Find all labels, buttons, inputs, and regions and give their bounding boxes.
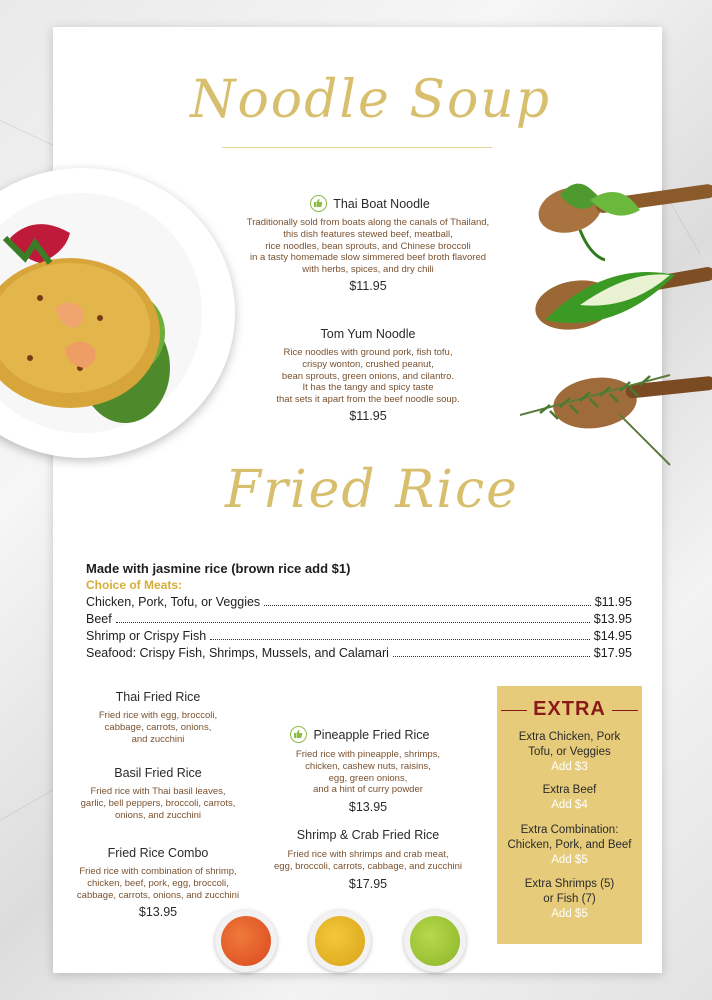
thai-fried-rice-description: Fried rice with egg, broccoli, cabbage, carrots, onions, and zucchini xyxy=(98,710,218,745)
yellow-curry-sauce-bowl-image xyxy=(309,910,371,972)
fried-rice-combo-name: Fried Rice Combo xyxy=(107,846,209,860)
extra-item xyxy=(499,877,640,922)
extra-item-name: Extra Chicken, Pork Tofu, or Veggies xyxy=(518,731,621,758)
extra-item-price: Add $4 xyxy=(551,799,588,811)
fried-rice-intro: Made with jasmine rice (brown rice add $1) xyxy=(86,561,351,576)
shrimp-crab-fried-rice-name: Shrimp & Crab Fried Rice xyxy=(296,828,440,842)
pineapple-fried-rice-name xyxy=(260,727,460,744)
extra-rule-right xyxy=(612,710,638,711)
tom-yum-noodle-description: Rice noodles with ground pork, fish tofu, crispy wonton, crushed peanut, bean sprouts, green onions, and cilantro. It has the tangy and spicy taste that sets it apart from the beef noodle soup. xyxy=(276,347,460,406)
tom-yum-noodle-name: Tom Yum Noodle xyxy=(320,327,416,341)
title-flourish xyxy=(222,147,492,148)
basil-fried-rice-description: Fried rice with Thai basil leaves, garlic, bell peppers, broccoli, carrots, onions, and zucchini xyxy=(80,786,236,821)
meat-price-row xyxy=(86,595,632,612)
thai-boat-noodle-description: Traditionally sold from boats along the canals of Thailand, this dish features stewed beef, meatball, rice noodles, bean sprouts, and Chinese broccoli in a tasty homemade slow simmered beef broth flavored with herbs, spices, and dry chili xyxy=(246,217,490,276)
meat-name: Chicken, Pork, Tofu, or Veggies xyxy=(86,595,261,609)
pineapple-fried-rice-label: Pineapple Fried Rice xyxy=(313,727,430,742)
extra-item xyxy=(499,823,640,868)
thumbs-up-icon xyxy=(290,726,307,743)
fried-rice-plate-image xyxy=(0,168,235,458)
extra-item-price: Add $3 xyxy=(551,761,588,773)
meat-price: $14.95 xyxy=(593,629,632,643)
thai-boat-noodle-label: Thai Boat Noodle xyxy=(333,196,430,211)
extra-item xyxy=(499,730,640,775)
meat-price: $13.95 xyxy=(593,612,632,626)
fried-rice-combo-price: $13.95 xyxy=(138,905,178,919)
dot-leader xyxy=(116,622,590,623)
extra-item xyxy=(499,783,640,813)
thai-fried-rice-name: Thai Fried Rice xyxy=(115,690,201,704)
shrimp-crab-fried-rice-price: $17.95 xyxy=(348,877,388,891)
meat-price-row xyxy=(86,612,632,629)
meat-name: Seafood: Crispy Fish, Shrimps, Mussels, and Calamari xyxy=(86,646,389,660)
meat-price-row xyxy=(86,646,632,663)
meat-price: $11.95 xyxy=(594,595,632,609)
tom-yum-noodle-price: $11.95 xyxy=(349,409,387,423)
extra-item-name: Extra Combination: Chicken, Pork, and Beef xyxy=(507,824,632,851)
basil-fried-rice-name: Basil Fried Rice xyxy=(114,766,202,780)
shrimp-crab-fried-rice-description: Fried rice with shrimps and crab meat, egg, broccoli, carrots, cabbage, and zucchini xyxy=(274,849,462,872)
green-chili-sauce-bowl-image xyxy=(404,910,466,972)
extra-item-price: Add $5 xyxy=(551,908,588,920)
thai-boat-noodle-name xyxy=(230,196,510,213)
extra-item-price: Add $5 xyxy=(551,854,588,866)
dot-leader xyxy=(210,639,590,640)
fried-rice-combo-description: Fried rice with combination of shrimp, chicken, beef, pork, egg, broccoli, cabbage, carrots, onions, and zucchini xyxy=(76,866,240,901)
dot-leader xyxy=(393,656,590,657)
choice-of-meats-label: Choice of Meats: xyxy=(86,578,183,592)
pineapple-fried-rice-price: $13.95 xyxy=(348,800,388,814)
extra-title: EXTRA xyxy=(533,698,606,720)
noodle-soup-title: Noodle Soup xyxy=(190,70,552,130)
pineapple-fried-rice-description: Fried rice with pineapple, shrimps, chicken, cashew nuts, raisins, egg, green onions, and a hint of curry powder xyxy=(295,749,441,796)
extra-item-name: Extra Shrimps (5) or Fish (7) xyxy=(524,878,615,905)
fried-rice-title: Fried Rice xyxy=(225,460,519,520)
extra-item-name: Extra Beef xyxy=(542,784,597,796)
meat-name: Shrimp or Crispy Fish xyxy=(86,629,207,643)
meat-name: Beef xyxy=(86,612,112,626)
meat-price-row xyxy=(86,629,632,646)
thai-boat-noodle-price: $11.95 xyxy=(349,279,387,293)
extra-panel xyxy=(497,686,642,944)
herb-spoons-image xyxy=(520,175,712,475)
red-chili-sauce-bowl-image xyxy=(215,910,277,972)
dot-leader xyxy=(264,605,591,606)
meat-price: $17.95 xyxy=(593,646,632,660)
thumbs-up-icon xyxy=(310,195,327,212)
